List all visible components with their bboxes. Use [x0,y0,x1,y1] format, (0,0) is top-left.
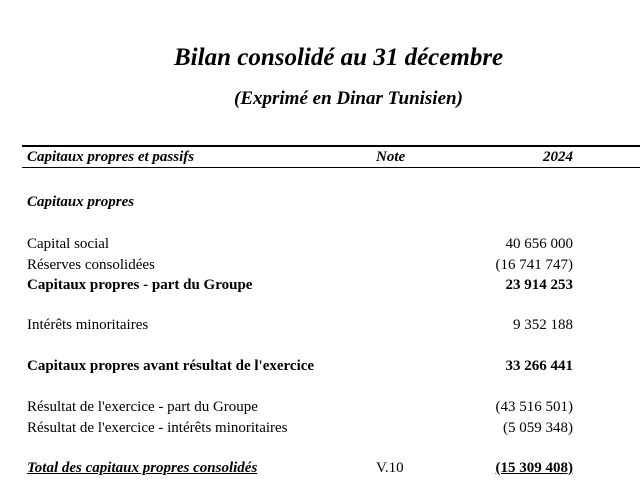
table-row [0,315,640,335]
row-note: V.10 [376,460,404,476]
row-value: 9 352 188 [513,317,573,333]
row-label: Capitaux propres avant résultat de l'exercice [27,358,315,374]
row-value: (15 309 408) [495,460,573,476]
row-value: 23 914 253 [505,277,573,293]
section-title [0,192,640,212]
row-value: (43 516 501) [495,399,573,415]
row-value: 33 266 441 [505,358,573,374]
page-subtitle: (Exprimé en Dinar Tunisien) [234,88,463,109]
table-row [0,418,640,438]
row-label: Capitaux propres - part du Groupe [27,277,253,293]
table-header-row [0,147,640,167]
table-row-total [0,458,640,478]
row-label: Capital social [27,236,110,252]
page-title: Bilan consolidé au 31 décembre [174,44,504,71]
row-value: 40 656 000 [505,236,573,252]
header-label: Capitaux propres et passifs [27,149,195,165]
row-value: (16 741 747) [495,257,573,273]
section-title-label: Capitaux propres [27,194,135,210]
table-header-rule [22,167,640,168]
row-label: Intérêts minoritaires [27,317,149,333]
table-row-subtotal [0,356,640,376]
table-row-subtotal [0,275,640,295]
row-label: Réserves consolidées [27,257,155,273]
row-label: Total des capitaux propres consolidés [27,460,258,476]
header-note: Note [376,149,406,165]
row-label: Résultat de l'exercice - intérêts minoritaires [27,420,288,436]
table-row [0,234,640,254]
header-year: 2024 [543,149,573,165]
row-label: Résultat de l'exercice - part du Groupe [27,399,258,415]
table-row [0,397,640,417]
row-value: (5 059 348) [503,420,573,436]
table-row [0,255,640,275]
